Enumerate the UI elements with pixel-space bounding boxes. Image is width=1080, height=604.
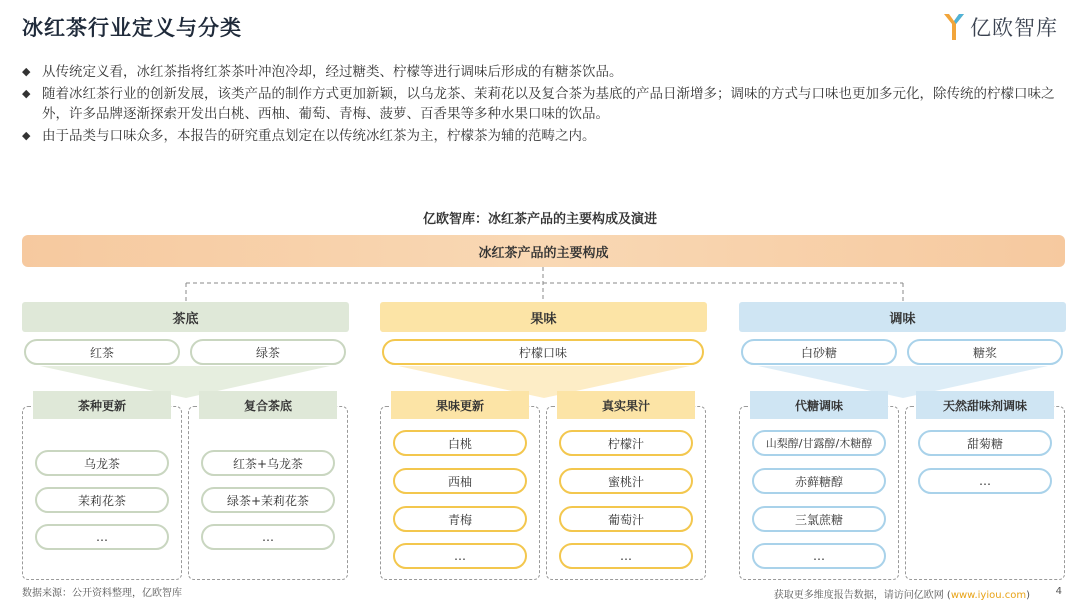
pill-grape-juice: 葡萄汁 xyxy=(559,506,693,532)
page-title: 冰红茶行业定义与分类 xyxy=(22,16,242,40)
sub-natural-sweetener: 天然甜味剂调味 xyxy=(916,391,1054,419)
pill-peach-juice: 蜜桃汁 xyxy=(559,468,693,494)
footer-more-info xyxy=(774,586,1030,601)
sub-tea-variety: 茶种更新 xyxy=(33,391,171,419)
bullet-text: 随着冰红茶行业的创新发展，该类产品的制作方式更加新颖，以乌龙茶、茉莉花以及复合茶为基底的产品日渐增多；调味的方式与口味也更加多元化，除传统的柠檬口味之外，许多品牌逐渐探索开发出白桃、西柚、葡萄、青梅、菠萝、百香果等多种水果口味的饮品。 xyxy=(42,86,1055,122)
pill-syrup: 糖浆 xyxy=(907,339,1063,365)
pill-more: … xyxy=(918,468,1052,494)
data-source: 数据来源：公开资料整理，亿欧智库 xyxy=(22,588,182,599)
pill-stevia: 甜菊糖 xyxy=(918,430,1052,456)
diamond-bullet-icon: ◆ xyxy=(22,129,31,142)
pill-more: … xyxy=(559,543,693,569)
pill-erythritol: 赤藓糖醇 xyxy=(752,468,886,494)
pill-black-tea: 红茶 xyxy=(24,339,180,365)
category-tea-base: 茶底 xyxy=(22,302,349,332)
pill-more: … xyxy=(752,543,886,569)
pill-more: … xyxy=(393,543,527,569)
bullet-text: 由于品类与口味众多，本报告的研究重点划定在以传统冰红茶为主，柠檬茶为辅的范畴之内。 xyxy=(42,128,596,144)
bullet-text: 从传统定义看，冰红茶指将红茶茶叶冲泡冷却，经过糖类、柠檬等进行调味后形成的有糖茶饮品。 xyxy=(42,64,623,80)
pill-lemon-juice: 柠檬汁 xyxy=(559,430,693,456)
diamond-bullet-icon: ◆ xyxy=(22,87,31,100)
sub-fruit-update: 果味更新 xyxy=(391,391,529,419)
sub-real-juice: 真实果汁 xyxy=(557,391,695,419)
pill-white-peach: 白桃 xyxy=(393,430,527,456)
page-number: 4 xyxy=(1055,586,1062,597)
bullet-list xyxy=(22,62,1067,148)
footer-close-paren: ) xyxy=(1026,590,1030,601)
sub-sugar-substitute: 代糖调味 xyxy=(750,391,888,419)
category-seasoning: 调味 xyxy=(739,302,1066,332)
footer-more-text: 获取更多维度报告数据，请访问亿欧网 ( xyxy=(773,590,951,601)
pill-green-plum: 青梅 xyxy=(393,506,527,532)
pill-oolong: 乌龙茶 xyxy=(35,450,169,476)
pill-jasmine: 茉莉花茶 xyxy=(35,487,169,513)
pill-more: … xyxy=(35,524,169,550)
pill-green-jasmine: 绿茶+茉莉花茶 xyxy=(201,487,335,513)
diamond-bullet-icon: ◆ xyxy=(22,65,31,78)
bullet-item xyxy=(22,62,1067,82)
pill-grapefruit: 西柚 xyxy=(393,468,527,494)
bullet-item xyxy=(22,84,1067,124)
diagram-title: 亿欧智库：冰红茶产品的主要构成及演进 xyxy=(422,212,657,227)
category-fruit-flavor: 果味 xyxy=(380,302,707,332)
footer-link[interactable]: www.iyiou.com xyxy=(950,590,1027,601)
sub-compound-tea: 复合茶底 xyxy=(199,391,337,419)
logo-text: 亿欧智库 xyxy=(970,16,1058,40)
logo xyxy=(942,12,1058,42)
bullet-item xyxy=(22,126,1067,146)
pill-black-oolong: 红茶+乌龙茶 xyxy=(201,450,335,476)
pill-more: … xyxy=(201,524,335,550)
pill-lemon: 柠檬口味 xyxy=(382,339,704,365)
pill-green-tea: 绿茶 xyxy=(190,339,346,365)
main-composition-bar: 冰红茶产品的主要构成 xyxy=(22,235,1065,267)
pill-sugar-alcohols: 山梨醇/甘露醇/木糖醇 xyxy=(752,430,886,456)
pill-sucralose: 三氯蔗糖 xyxy=(752,506,886,532)
yiou-logo-icon xyxy=(942,12,966,42)
pill-white-sugar: 白砂糖 xyxy=(741,339,897,365)
